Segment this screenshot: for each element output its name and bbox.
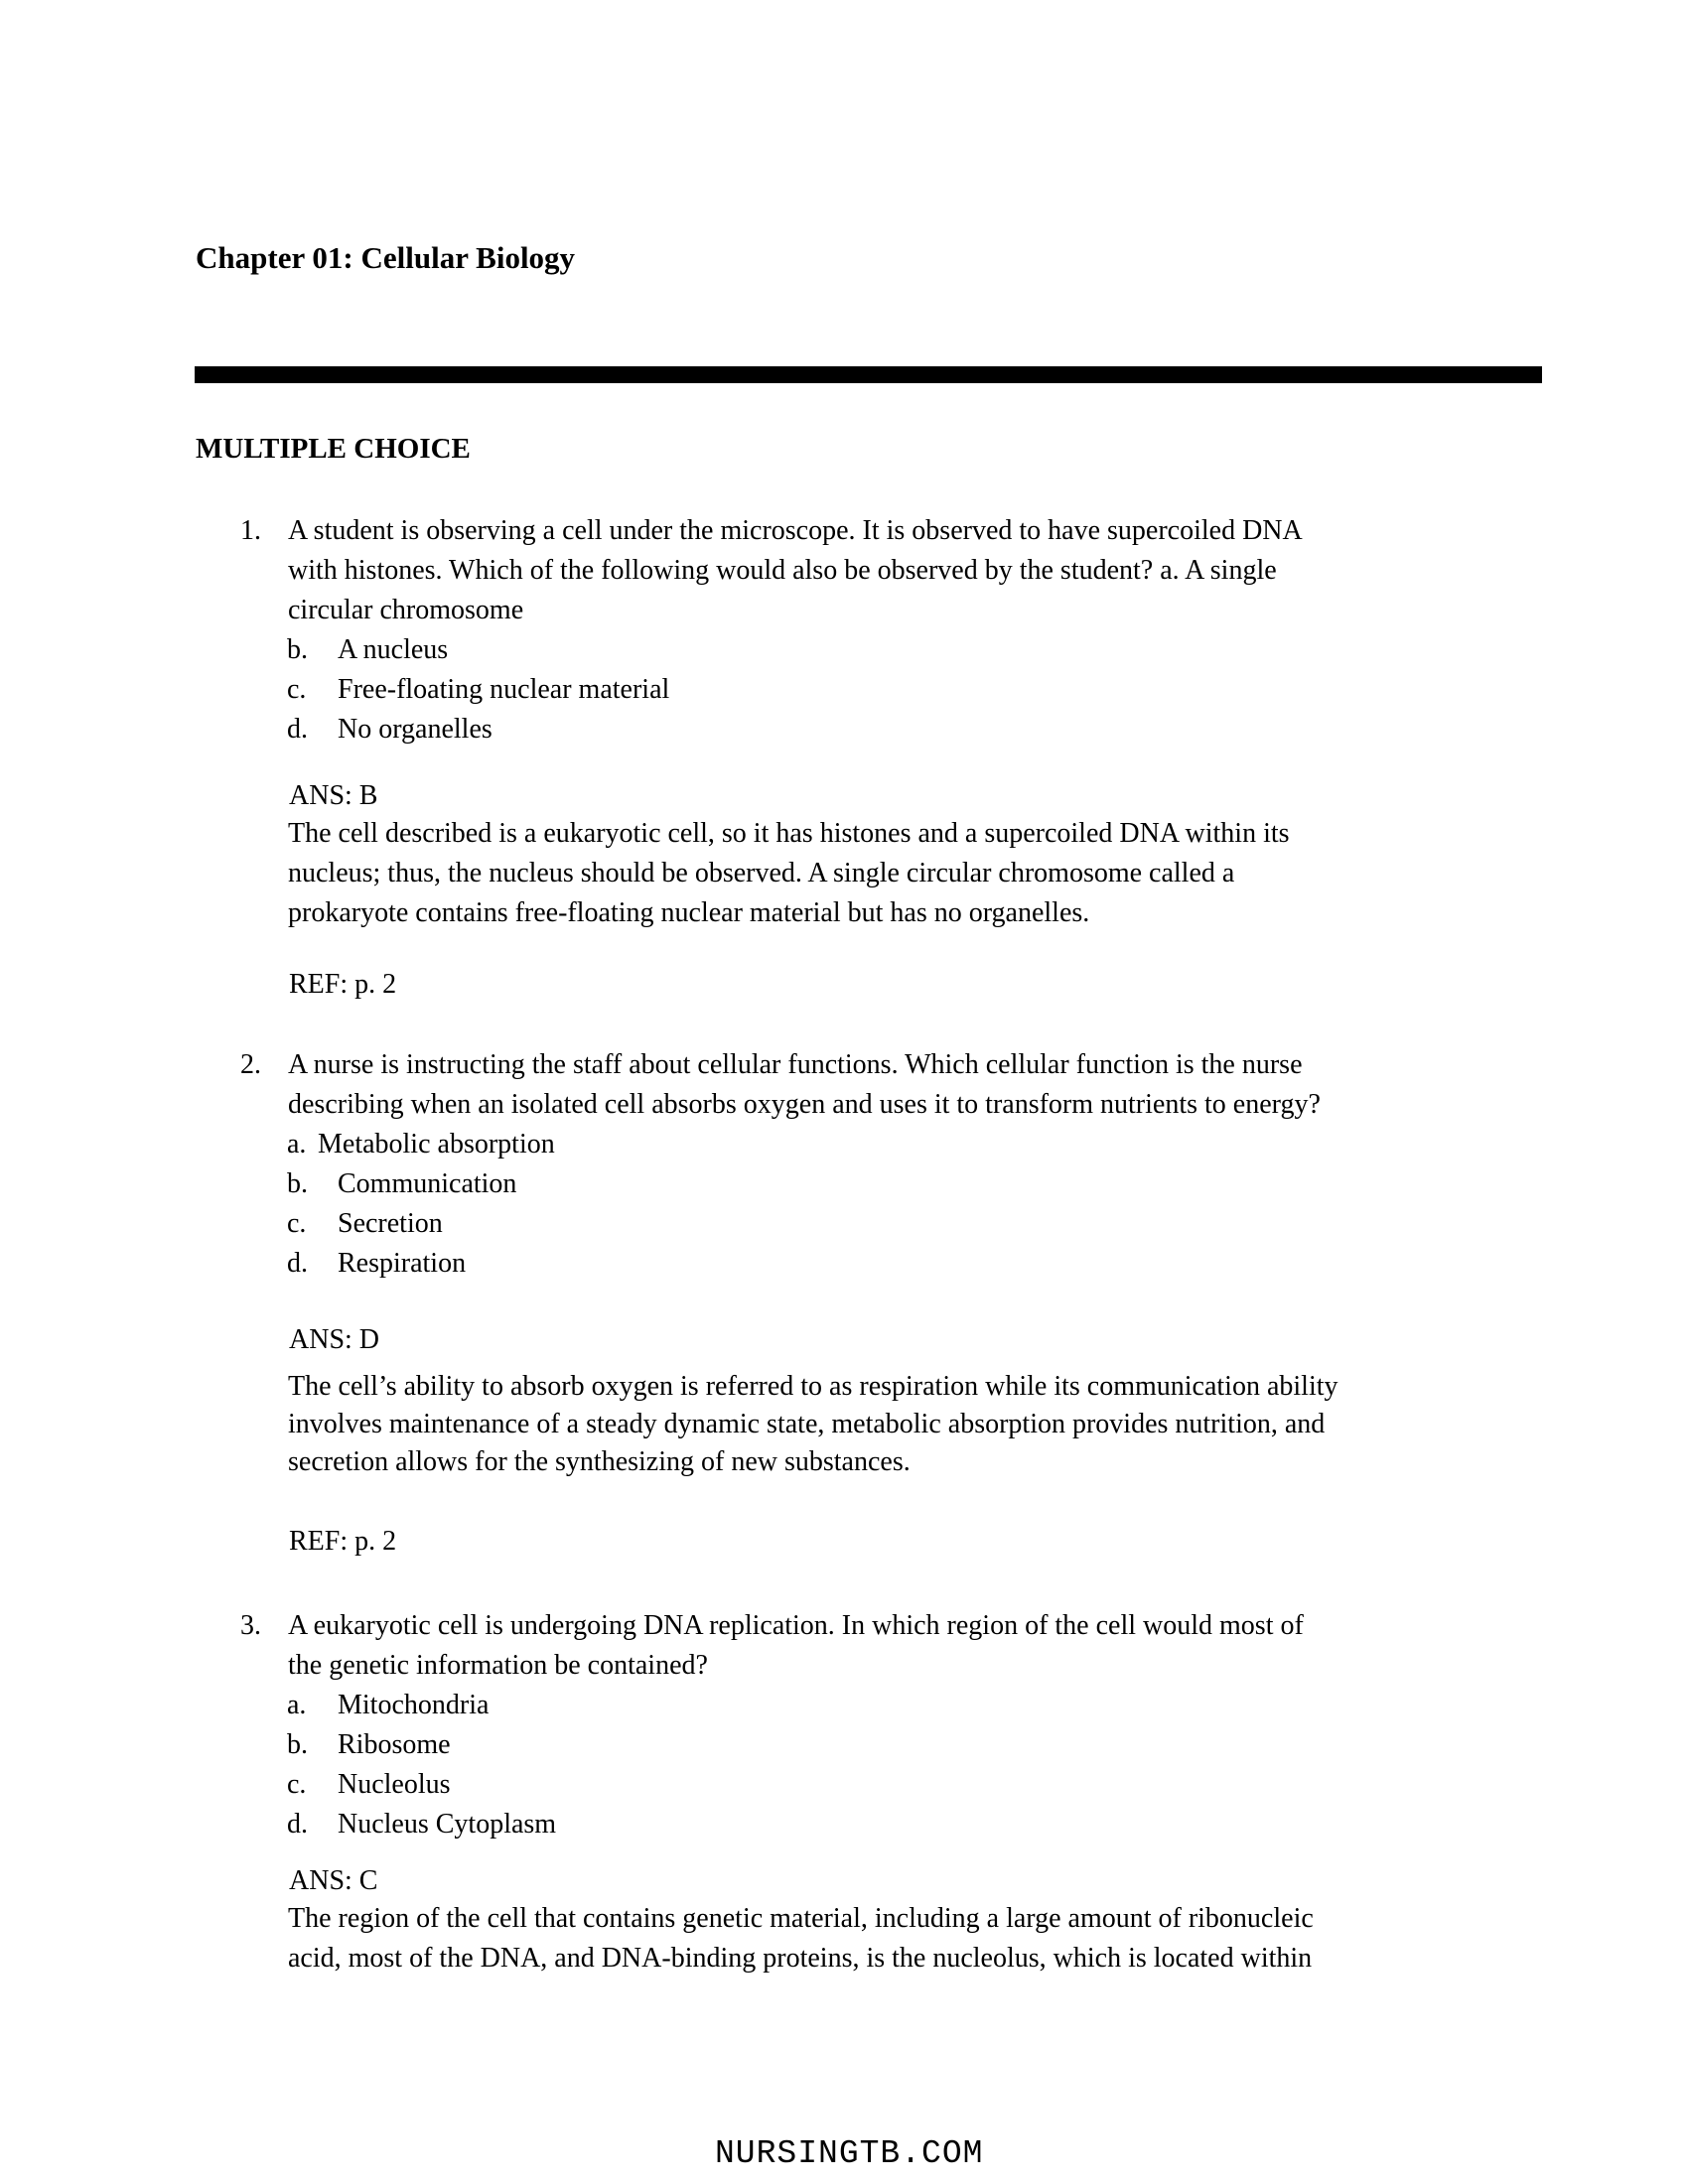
question-line: A student is observing a cell under the microscope. It is observed to have supercoiled DNA bbox=[288, 515, 1303, 546]
feedback-line: secretion allows for the synthesizing of new substances. bbox=[288, 1446, 911, 1477]
answer-option bbox=[287, 1125, 555, 1164]
option-letter: d. bbox=[287, 714, 308, 745]
option-text: Free-floating nuclear material bbox=[338, 674, 670, 705]
question-line: A nurse is instructing the staff about cellular functions. Which cellular function is the nurse bbox=[288, 1049, 1303, 1080]
ref-label: REF: p. 2 bbox=[289, 969, 397, 1000]
answer-label: ANS: B bbox=[289, 780, 378, 811]
question-line: circular chromosome bbox=[288, 595, 524, 625]
feedback-line: The cell described is a eukaryotic cell, so it has histones and a supercoiled DNA within its bbox=[288, 818, 1290, 849]
option-letter: a. bbox=[287, 1690, 307, 1720]
option-letter: b. bbox=[287, 1168, 308, 1199]
option-text: Nucleolus bbox=[338, 1769, 451, 1800]
answer-label: ANS: C bbox=[289, 1865, 378, 1896]
option-text: Secretion bbox=[338, 1208, 443, 1239]
answer-option bbox=[287, 1725, 451, 1765]
option-text: Communication bbox=[338, 1168, 517, 1199]
question-number: 1. bbox=[240, 515, 261, 546]
option-text: Ribosome bbox=[338, 1729, 451, 1760]
option-letter: b. bbox=[287, 1729, 308, 1760]
feedback-line: nucleus; thus, the nucleus should be observed. A single circular chromosome called a bbox=[288, 858, 1235, 888]
answer-option bbox=[287, 1244, 466, 1284]
footer-watermark: NURSINGTB.COM bbox=[715, 2135, 984, 2172]
option-letter: a. bbox=[287, 1129, 307, 1160]
answer-option bbox=[287, 1686, 489, 1725]
answer-option bbox=[287, 630, 448, 670]
option-letter: c. bbox=[287, 674, 307, 705]
divider-bar bbox=[195, 366, 1542, 383]
feedback-line: acid, most of the DNA, and DNA-binding proteins, is the nucleolus, which is located within bbox=[288, 1943, 1313, 1974]
option-text: Respiration bbox=[338, 1248, 467, 1279]
question-number: 2. bbox=[240, 1049, 261, 1080]
answer-option bbox=[287, 1765, 451, 1805]
question-line: with histones. Which of the following would also be observed by the student? a. A single bbox=[288, 555, 1277, 586]
section-heading: MULTIPLE CHOICE bbox=[196, 433, 471, 465]
option-letter: c. bbox=[287, 1769, 307, 1800]
ref-label: REF: p. 2 bbox=[289, 1526, 397, 1557]
option-text: No organelles bbox=[338, 714, 492, 745]
answer-option bbox=[287, 1164, 516, 1204]
feedback-line: The region of the cell that contains genetic material, including a large amount of ribonucleic bbox=[288, 1903, 1314, 1934]
feedback-line: involves maintenance of a steady dynamic state, metabolic absorption provides nutrition, and bbox=[288, 1409, 1326, 1439]
option-letter: b. bbox=[287, 634, 308, 665]
option-text: Mitochondria bbox=[338, 1690, 490, 1720]
question-line: describing when an isolated cell absorbs oxygen and uses it to transform nutrients to energy? bbox=[288, 1089, 1321, 1120]
option-letter: c. bbox=[287, 1208, 307, 1239]
question-line: the genetic information be contained? bbox=[288, 1650, 708, 1681]
answer-option bbox=[287, 1204, 443, 1244]
option-letter: d. bbox=[287, 1809, 308, 1840]
page-title: Chapter 01: Cellular Biology bbox=[196, 240, 576, 275]
answer-label: ANS: D bbox=[289, 1324, 380, 1355]
feedback-line: prokaryote contains free-floating nuclear material but has no organelles. bbox=[288, 897, 1090, 928]
feedback-line: The cell’s ability to absorb oxygen is referred to as respiration while its communication ability bbox=[288, 1371, 1338, 1402]
answer-option bbox=[287, 1805, 556, 1844]
answer-option bbox=[287, 710, 492, 750]
option-letter: d. bbox=[287, 1248, 308, 1279]
question-number: 3. bbox=[240, 1610, 261, 1641]
option-text: Nucleus Cytoplasm bbox=[338, 1809, 557, 1840]
option-text: A nucleus bbox=[338, 634, 449, 665]
answer-option bbox=[287, 670, 669, 710]
option-text: Metabolic absorption bbox=[318, 1129, 555, 1160]
question-line: A eukaryotic cell is undergoing DNA replication. In which region of the cell would most of bbox=[288, 1610, 1304, 1641]
